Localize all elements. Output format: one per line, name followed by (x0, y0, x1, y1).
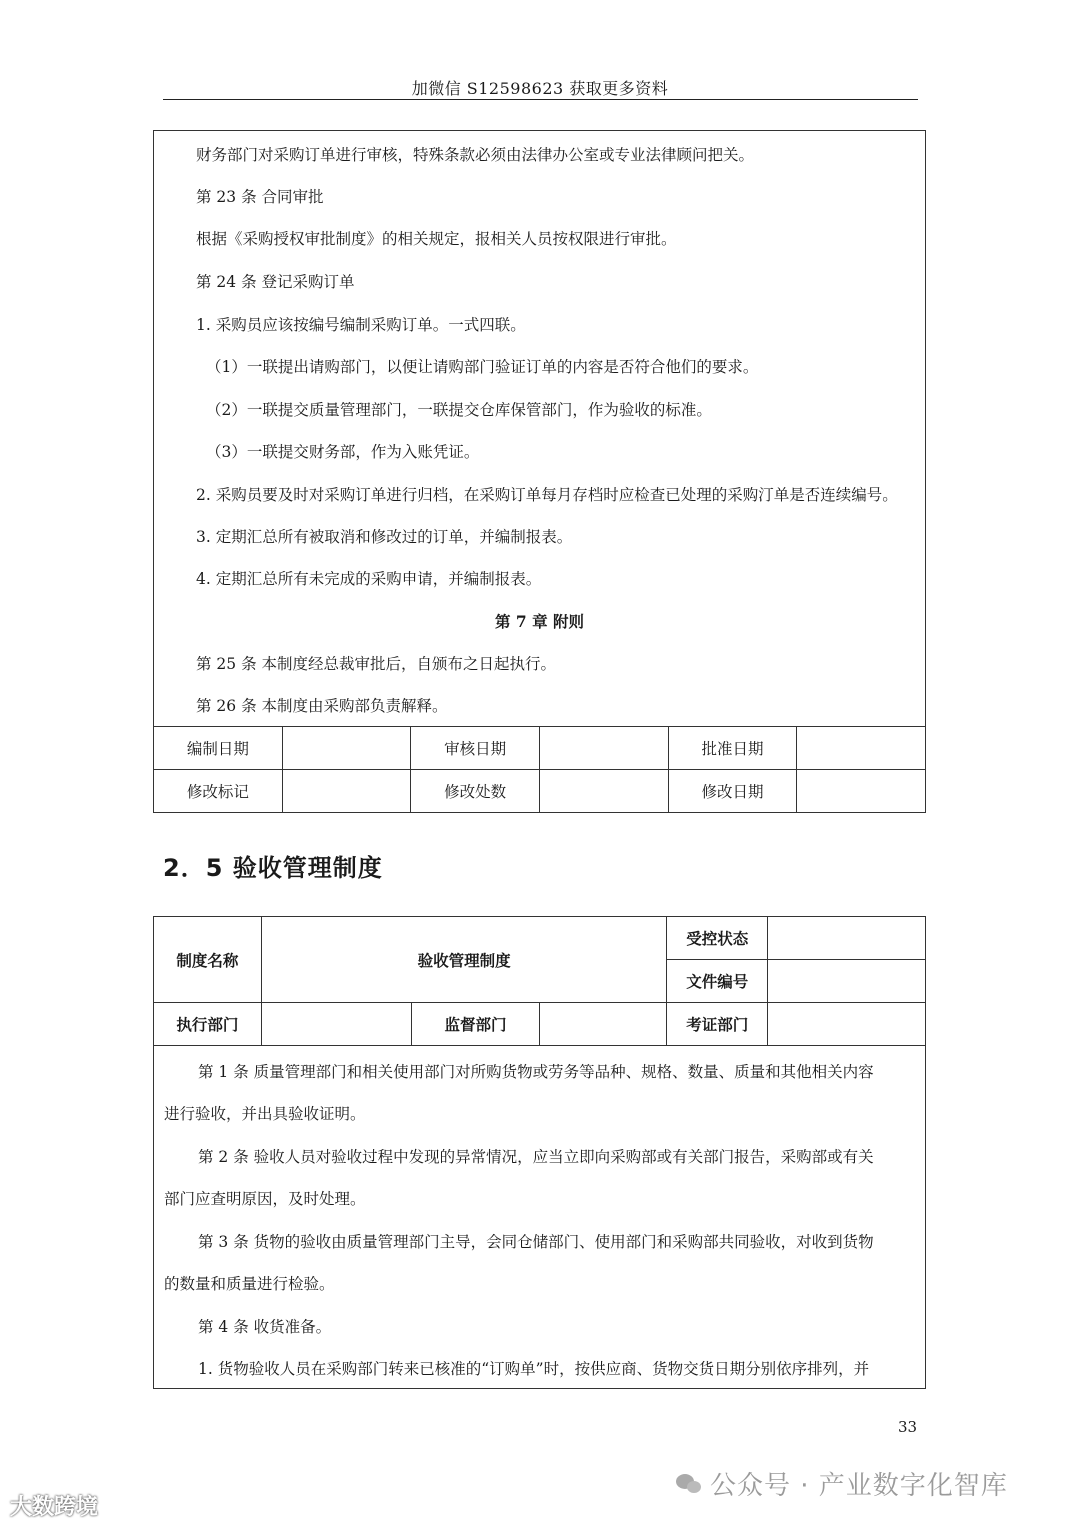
table-cell: 审核日期 (411, 727, 540, 770)
text-line: 2. 采购员要及时对采购订单进行归档，在采购订单每月存档时应检查已处理的采购汀单是否连续编号。 (196, 486, 898, 504)
table-row (154, 1003, 926, 1046)
text-line: （1）一联提出请购部门，以便让请购部门验证订单的内容是否符合他们的要求。 (206, 358, 759, 376)
supervise-dept-value (540, 1003, 667, 1046)
acceptance-regulation-box (153, 916, 926, 1389)
table-row (154, 727, 926, 770)
page-header: 加微信 S12598623 获取更多资料 (411, 79, 669, 98)
table-cell (540, 770, 669, 813)
file-number-value (768, 960, 926, 1003)
text-line: 财务部门对采购订单进行审核，特殊条款必须由法律办公室或专业法律顾问把关。 (196, 146, 755, 164)
table-cell (540, 727, 669, 770)
exec-dept-value (261, 1003, 411, 1046)
table-cell: 修改日期 (668, 770, 797, 813)
article-heading: 第 4 条 收货准备。 (198, 1318, 332, 1336)
table-cell: 修改处数 (411, 770, 540, 813)
watermark-account-text: 公众号 · 产业数字化智库 (710, 1471, 1008, 1501)
table-cell: 编制日期 (154, 727, 283, 770)
table-row (154, 770, 926, 813)
article-heading: 第 26 条 本制度由采购部负责解释。 (196, 697, 448, 715)
text-line: 3. 定期汇总所有被取消和修改过的订单，并编制报表。 (196, 528, 573, 546)
table-cell (282, 727, 411, 770)
article-heading: 第 23 条 合同审批 (196, 188, 324, 206)
text-line: 1. 采购员应该按编号编制采购订单。一式四联。 (196, 316, 526, 334)
table-row (154, 917, 926, 960)
text-line: 第 2 条 验收人员对验收过程中发现的异常情况，应当立即向采购部或有关部门报告，采购部或有关 (198, 1148, 874, 1166)
text-line: 第 3 条 货物的验收由质量管理部门主导，会同仓储部门、使用部门和采购部共同验收，对收到货物 (198, 1233, 874, 1251)
text-line: （2）一联提交质量管理部门，一联提交仓库保管部门，作为验收的标准。 (206, 401, 712, 419)
table-cell: 批准日期 (668, 727, 797, 770)
text-line: 部门应查明原因，及时处理。 (164, 1190, 366, 1208)
text-line: （3）一联提交财务部，作为入账凭证。 (206, 443, 480, 461)
verify-dept-label: 考证部门 (667, 1003, 768, 1046)
watermark-site: 大数跨境 (10, 1495, 99, 1520)
text-line: 1. 货物验收人员在采购部门转来已核准的“订购单”时，按供应商、货物交货日期分别依序排列，并 (198, 1360, 870, 1378)
file-number-label: 文件编号 (667, 960, 768, 1003)
name-label: 制度名称 (154, 917, 262, 1003)
table-cell (282, 770, 411, 813)
text-line: 根据《采购授权审批制度》的相关规定，报相关人员按权限进行审批。 (196, 230, 677, 248)
section-title: 2．5 验收管理制度 (163, 854, 383, 882)
article-heading: 第 25 条 本制度经总裁审批后，自颁布之日起执行。 (196, 655, 557, 673)
approval-table (153, 726, 926, 813)
table-cell (797, 770, 926, 813)
exec-dept-label: 执行部门 (154, 1003, 262, 1046)
verify-dept-value (768, 1003, 926, 1046)
table-cell (797, 727, 926, 770)
supervise-dept-label: 监督部门 (411, 1003, 540, 1046)
watermark-account (676, 1465, 1008, 1502)
text-line: 4. 定期汇总所有未完成的采购申请，并编制报表。 (196, 570, 542, 588)
status-label: 受控状态 (667, 917, 768, 960)
page-number: 33 (898, 1418, 918, 1436)
name-value: 验收管理制度 (261, 917, 666, 1003)
text-line: 第 1 条 质量管理部门和相关使用部门对所购货物或劳务等品种、规格、数量、质量和其他相关内容 (198, 1063, 874, 1081)
wechat-icon (676, 1474, 702, 1494)
header-rule (163, 99, 918, 100)
chapter-heading: 第 7 章 附则 (495, 612, 584, 631)
text-line: 进行验收，并出具验收证明。 (164, 1105, 366, 1123)
article-heading: 第 24 条 登记采购订单 (196, 273, 355, 291)
regulation-header-table (153, 916, 926, 1046)
table-cell: 修改标记 (154, 770, 283, 813)
text-line: 的数量和质量进行检验。 (164, 1275, 335, 1293)
status-value (768, 917, 926, 960)
regulation-continuation-box (153, 130, 926, 813)
